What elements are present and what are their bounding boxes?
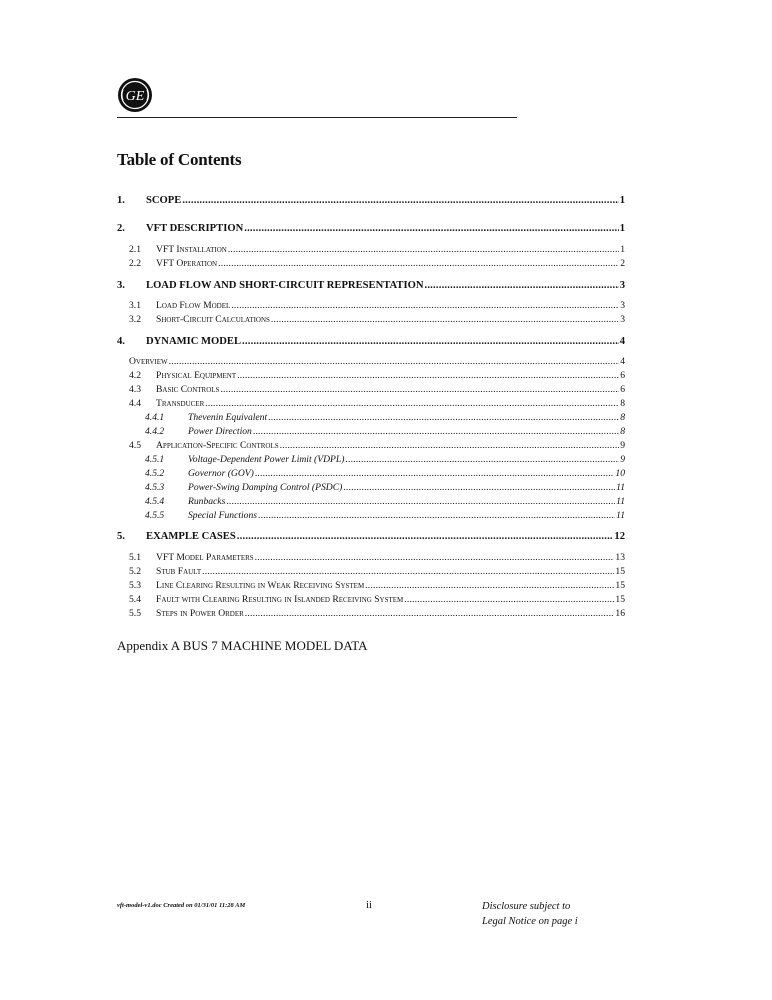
toc-entry-number: 5.5 bbox=[129, 608, 141, 619]
toc-entry-page: 6 bbox=[620, 370, 625, 381]
header-rule bbox=[117, 117, 517, 118]
toc-leader-dots bbox=[404, 594, 614, 606]
toc-entry-number: 3. bbox=[117, 280, 125, 291]
toc-entry[interactable] bbox=[117, 195, 625, 207]
toc-entry-page: 9 bbox=[620, 454, 625, 465]
toc-entry-number: 4.5.5 bbox=[145, 510, 165, 521]
toc-entry-title: Special Functions bbox=[188, 510, 258, 521]
toc-leader-dots bbox=[169, 356, 620, 368]
toc-entry-page: 3 bbox=[619, 280, 625, 291]
ge-logo bbox=[117, 77, 153, 113]
toc-leader-dots bbox=[345, 454, 619, 466]
toc-entry-number: 4.3 bbox=[129, 384, 141, 395]
toc-entry[interactable] bbox=[117, 426, 625, 438]
toc-entry-number: 3.2 bbox=[129, 314, 141, 325]
toc-entry-number: 5.1 bbox=[129, 552, 141, 563]
toc-entry-title: Load Flow Model bbox=[156, 300, 231, 311]
toc-entry-number: 3.1 bbox=[129, 300, 141, 311]
toc-entry[interactable] bbox=[117, 280, 625, 292]
footer-disclosure bbox=[482, 899, 578, 929]
toc-entry[interactable] bbox=[117, 258, 625, 270]
toc-leader-dots bbox=[231, 300, 619, 312]
toc-entry-title: SCOPE bbox=[146, 195, 182, 206]
toc-entry-number: 1. bbox=[117, 195, 125, 206]
toc-entry-number: 4. bbox=[117, 336, 125, 347]
toc-entry-page: 3 bbox=[620, 300, 625, 311]
toc-entry-title: Transducer bbox=[156, 398, 205, 409]
toc-entry-number: 5. bbox=[117, 531, 125, 542]
toc-entry[interactable] bbox=[117, 370, 625, 382]
toc-entry[interactable] bbox=[117, 510, 625, 522]
toc-entry-number: 2.2 bbox=[129, 258, 141, 269]
toc-entry-title: Stub Fault bbox=[156, 566, 202, 577]
toc-entry[interactable] bbox=[117, 314, 625, 326]
toc-entry-number: 4.2 bbox=[129, 370, 141, 381]
toc-entry-number: 5.2 bbox=[129, 566, 141, 577]
toc-entry-number: 4.4.2 bbox=[145, 426, 165, 437]
toc-leader-dots bbox=[228, 244, 619, 256]
toc-entry-number: 4.5 bbox=[129, 440, 141, 451]
toc-entry-page: 13 bbox=[615, 552, 625, 563]
toc-entry-title: Runbacks bbox=[188, 496, 226, 507]
toc-entry[interactable] bbox=[117, 594, 625, 606]
toc-entry-title: Voltage-Dependent Power Limit (VDPL) bbox=[188, 454, 345, 465]
toc-entry-title: DYNAMIC MODEL bbox=[146, 336, 242, 347]
appendix-entry[interactable]: Appendix A BUS 7 MACHINE MODEL DATA bbox=[117, 638, 368, 653]
toc-leader-dots bbox=[237, 370, 619, 382]
toc-entry-page: 1 bbox=[619, 223, 625, 234]
toc-entry[interactable] bbox=[117, 454, 625, 466]
toc-entry-title: VFT Installation bbox=[156, 244, 227, 255]
toc-entry-page: 1 bbox=[620, 244, 625, 255]
toc-entry-number: 4.5.1 bbox=[145, 454, 165, 465]
toc-entry-page: 8 bbox=[620, 412, 625, 423]
toc-entry-title: Power Direction bbox=[188, 426, 252, 437]
toc-entry-title: Line Clearing Resulting in Weak Receiving System bbox=[156, 580, 365, 591]
toc-entry-title: Application-Specific Controls bbox=[156, 440, 279, 451]
toc-entry-title: Fault with Clearing Resulting in Islanded Receiving System bbox=[156, 594, 404, 605]
toc-entry[interactable] bbox=[117, 356, 625, 368]
toc-entry[interactable] bbox=[117, 336, 625, 348]
toc-entry-title: Short-Circuit Calculations bbox=[156, 314, 270, 325]
toc-leader-dots bbox=[237, 531, 614, 543]
toc-leader-dots bbox=[424, 280, 618, 292]
toc-entry[interactable] bbox=[117, 608, 625, 620]
toc-entry-page: 15 bbox=[615, 594, 625, 605]
toc-entry-title: VFT DESCRIPTION bbox=[146, 223, 244, 234]
toc-entry-page: 16 bbox=[615, 608, 625, 619]
toc-leader-dots bbox=[218, 258, 619, 270]
toc-leader-dots bbox=[205, 398, 619, 410]
toc-entry-page: 10 bbox=[615, 468, 625, 479]
toc-leader-dots bbox=[343, 482, 615, 494]
footer-filename: vft-model-v1.doc Created on 01/31/01 11:28 AM bbox=[117, 902, 246, 909]
toc-entry[interactable] bbox=[117, 468, 625, 480]
toc-leader-dots bbox=[242, 336, 619, 348]
toc-leader-dots bbox=[365, 580, 614, 592]
toc-leader-dots bbox=[220, 384, 619, 396]
toc-entry-page: 2 bbox=[620, 258, 625, 269]
toc-leader-dots bbox=[255, 468, 615, 480]
toc-leader-dots bbox=[253, 426, 619, 438]
toc-leader-dots bbox=[280, 440, 620, 452]
toc-entry[interactable] bbox=[117, 440, 625, 452]
logo-text: GE bbox=[125, 89, 145, 104]
toc-entry-number: 4.4 bbox=[129, 398, 141, 409]
toc-entry-page: 4 bbox=[620, 356, 625, 367]
toc-entry-number: 5.4 bbox=[129, 594, 141, 605]
toc-entry-page: 1 bbox=[619, 195, 625, 206]
footer-disclosure-line1: Disclosure subject to bbox=[482, 901, 571, 912]
toc-entry-number: 2. bbox=[117, 223, 125, 234]
toc-entry[interactable] bbox=[117, 244, 625, 256]
toc-entry-title: EXAMPLE CASES bbox=[146, 531, 236, 542]
toc-entry-page: 8 bbox=[620, 398, 625, 409]
footer-page-number: ii bbox=[366, 899, 373, 911]
toc-entry-page: 9 bbox=[620, 440, 625, 451]
toc-entry-number: 4.4.1 bbox=[145, 412, 165, 423]
toc-entry-title: Governor (GOV) bbox=[188, 468, 254, 479]
footer-disclosure-line2: Legal Notice on page i bbox=[482, 916, 578, 927]
toc-leader-dots bbox=[182, 195, 618, 207]
toc-entry[interactable] bbox=[117, 566, 625, 578]
toc-entry-page: 3 bbox=[620, 314, 625, 325]
toc-entry-page: 8 bbox=[620, 426, 625, 437]
toc-entry-title: VFT Operation bbox=[156, 258, 218, 269]
toc-entry[interactable] bbox=[117, 384, 625, 396]
toc-entry-number: 4.5.3 bbox=[145, 482, 165, 493]
toc-entry-title: Overview bbox=[129, 356, 168, 367]
toc-entry-title: Thevenin Equivalent bbox=[188, 412, 268, 423]
toc-entry-number: 2.1 bbox=[129, 244, 141, 255]
toc-entry-page: 11 bbox=[616, 496, 625, 507]
toc-entry[interactable] bbox=[117, 412, 625, 424]
toc-entry-page: 12 bbox=[614, 531, 625, 542]
toc-entry-page: 6 bbox=[620, 384, 625, 395]
toc-entry[interactable] bbox=[117, 580, 625, 592]
toc-entry[interactable] bbox=[117, 531, 625, 543]
toc-entry[interactable] bbox=[117, 482, 625, 494]
toc-entry-title: VFT Model Parameters bbox=[156, 552, 254, 563]
toc-entry-title: Power-Swing Damping Control (PSDC) bbox=[188, 482, 343, 493]
toc-entry-number: 4.5.2 bbox=[145, 468, 165, 479]
toc-entry-page: 15 bbox=[615, 580, 625, 591]
toc-entry-number: 4.5.4 bbox=[145, 496, 165, 507]
toc-leader-dots bbox=[268, 412, 619, 424]
toc-entry[interactable] bbox=[117, 552, 625, 564]
toc-leader-dots bbox=[255, 552, 615, 564]
toc-entry-title: Steps in Power Order bbox=[156, 608, 244, 619]
toc-entry-number: 5.3 bbox=[129, 580, 141, 591]
toc-entry-title: LOAD FLOW AND SHORT-CIRCUIT REPRESENTATION bbox=[146, 280, 424, 291]
toc-entry-page: 15 bbox=[615, 566, 625, 577]
toc-leader-dots bbox=[226, 496, 615, 508]
toc-leader-dots bbox=[202, 566, 614, 578]
toc-leader-dots bbox=[271, 314, 619, 326]
toc-entry[interactable] bbox=[117, 496, 625, 508]
toc-entry-page: 11 bbox=[616, 510, 625, 521]
toc-entry[interactable] bbox=[117, 300, 625, 312]
toc-leader-dots bbox=[244, 223, 618, 235]
toc-entry-title: Physical Equipment bbox=[156, 370, 237, 381]
toc-entry[interactable] bbox=[117, 398, 625, 410]
toc-entry[interactable] bbox=[117, 223, 625, 235]
toc-entry-page: 4 bbox=[619, 336, 625, 347]
toc-leader-dots bbox=[258, 510, 615, 522]
toc-entry-page: 11 bbox=[616, 482, 625, 493]
toc-leader-dots bbox=[245, 608, 615, 620]
toc-entry-title: Basic Controls bbox=[156, 384, 220, 395]
page-title: Table of Contents bbox=[117, 150, 242, 169]
